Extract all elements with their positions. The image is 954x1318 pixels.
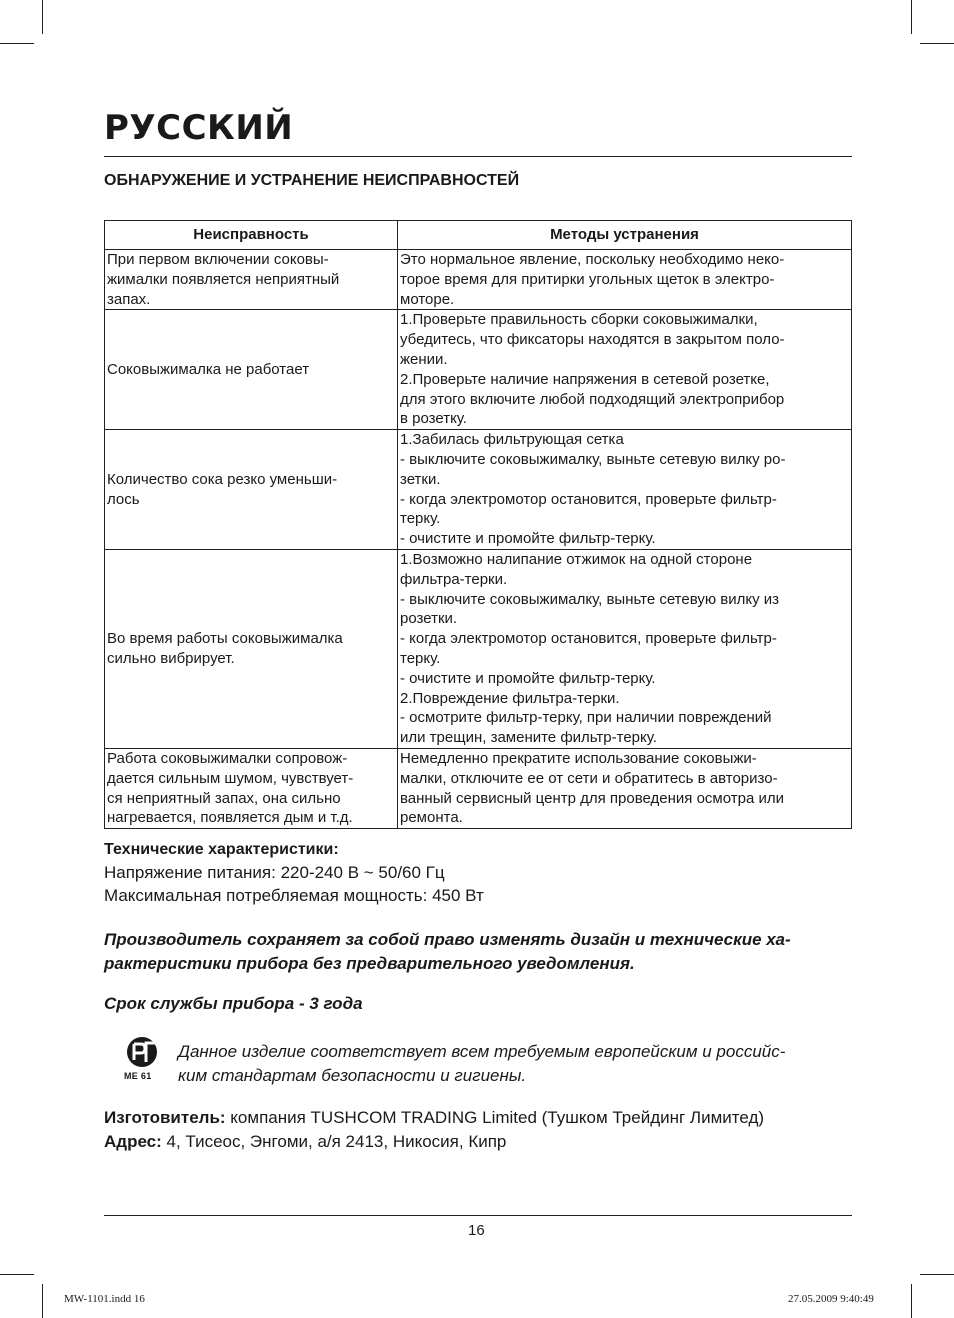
- crop-mark: [920, 43, 954, 44]
- solution-cell: [398, 748, 852, 828]
- problem-cell-line: Работа соковыжималки сопровож-: [107, 749, 348, 767]
- problem-cell-line: жималки появляется неприятный: [107, 270, 340, 288]
- solution-cell-line: - когда электромотор остановится, проверьте фильтр-: [400, 490, 777, 508]
- solution-cell-line: для этого включите любой подходящий электроприбор: [400, 390, 785, 408]
- problem-cell-line: нагревается, появляется дым и т.д.: [107, 809, 353, 827]
- table-row: [105, 549, 852, 748]
- certification-line: Данное изделие соответствует всем требуемым европейским и российс-: [178, 1042, 786, 1061]
- crop-mark: [42, 1284, 43, 1318]
- solution-cell: [398, 549, 852, 748]
- solution-cell-line: малки, отключите ее от сети и обратитесь в авторизо-: [400, 769, 778, 787]
- solution-cell-line: - выключите соковыжималку, выньте сетевую вилку из: [400, 590, 780, 608]
- solution-cell: [398, 310, 852, 430]
- solution-cell-line: торое время для притирки угольных щеток в электро-: [400, 270, 775, 288]
- troubleshooting-table: [104, 220, 852, 829]
- solution-cell-line: моторе.: [400, 290, 455, 308]
- solution-cell-line: терку.: [400, 649, 441, 667]
- specs-voltage: Напряжение питания: 220-240 В ~ 50/60 Гц: [104, 863, 445, 882]
- table-header-row: [105, 221, 852, 250]
- notice-line: Производитель сохраняет за собой право изменять дизайн и технические ха-: [104, 930, 791, 949]
- address-value: 4, Тисеос, Энгоми, а/я 2413, Никосия, Кипр: [161, 1132, 507, 1151]
- problem-cell-line: ся неприятный запах, она сильно: [107, 789, 341, 807]
- title-rule: [104, 156, 852, 157]
- solution-cell-line: фильтра-терки.: [400, 570, 508, 588]
- address-label: Адрес:: [104, 1132, 162, 1151]
- problem-cell-line: Соковыжималка не работает: [107, 360, 310, 378]
- solution-cell-line: - осмотрите фильтр-терку, при наличии повреждений: [400, 709, 772, 727]
- solution-cell-line: - очистите и промойте фильтр-терку.: [400, 669, 656, 687]
- problem-cell: [105, 250, 398, 310]
- manufacturer-value: компания TUSHCOM TRADING Limited (Тушком Трейдинг Лимитед): [225, 1108, 765, 1127]
- solution-cell-line: Это нормальное явление, поскольку необходимо неко-: [400, 251, 785, 268]
- section-title: ОБНАРУЖЕНИЕ И УСТРАНЕНИЕ НЕИСПРАВНОСТЕЙ: [104, 172, 520, 189]
- problem-cell: [105, 549, 398, 748]
- solution-cell-line: 1.Возможно налипание отжимок на одной стороне: [400, 550, 753, 568]
- problem-cell-line: Во время работы соковыжималка: [107, 630, 343, 648]
- table-row: [105, 310, 852, 430]
- solution-cell-line: жении.: [400, 350, 448, 368]
- solution-cell-line: ванный сервисный центр для проведения осмотра или: [400, 789, 784, 807]
- problem-cell-line: Количество сока резко уменьши-: [107, 470, 338, 488]
- footer-rule: [104, 1215, 852, 1216]
- problem-cell-line: лось: [107, 490, 140, 508]
- manufacturer-label: Изготовитель:: [104, 1108, 226, 1127]
- manufacturer-info: [104, 1106, 764, 1154]
- specs-power: Максимальная потребляемая мощность: 450 Вт: [104, 886, 484, 905]
- solution-cell-line: терку.: [400, 510, 441, 528]
- table-row: [105, 430, 852, 550]
- certification-code: ME 61: [124, 1071, 152, 1081]
- page-number: 16: [468, 1222, 485, 1239]
- solution-cell-line: 2.Проверьте наличие напряжения в сетевой розетке,: [400, 370, 770, 388]
- solution-cell-line: 2.Повреждение фильтра-терки.: [400, 689, 620, 707]
- technical-specs: [104, 838, 484, 907]
- slug-date-info: 27.05.2009 9:40:49: [788, 1293, 874, 1305]
- specs-heading: Технические характеристики:: [104, 841, 339, 858]
- solution-cell-line: розетки.: [400, 610, 458, 628]
- solution-cell-line: ремонта.: [400, 809, 463, 827]
- certification-line: ким стандартам безопасности и гигиены.: [178, 1066, 527, 1085]
- crop-mark: [911, 1284, 912, 1318]
- solution-cell-line: или трещин, замените фильтр-терку.: [400, 729, 657, 747]
- solution-cell-line: убедитесь, что фиксаторы находятся в закрытом поло-: [400, 331, 785, 349]
- problem-cell-line: дается сильным шумом, чувствует-: [107, 769, 354, 787]
- solution-cell: [398, 250, 852, 310]
- crop-mark: [0, 1274, 34, 1275]
- solution-cell-line: зетки.: [400, 470, 441, 488]
- solution-cell-line: - очистите и промойте фильтр-терку.: [400, 530, 656, 548]
- solution-cell: [398, 430, 852, 550]
- table-row: [105, 748, 852, 828]
- slug-file-info: MW-1101.indd 16: [64, 1293, 145, 1305]
- problem-cell-line: сильно вибрирует.: [107, 649, 235, 667]
- crop-mark: [911, 0, 912, 34]
- table-row: [105, 250, 852, 310]
- notice-line: рактеристики прибора без предварительного уведомления.: [104, 954, 635, 973]
- problem-cell-line: запах.: [107, 290, 151, 308]
- solution-cell-line: - выключите соковыжималку, выньте сетевую вилку ро-: [400, 450, 786, 468]
- solution-cell-line: в розетку.: [400, 410, 467, 428]
- address-line: [104, 1130, 764, 1154]
- crop-mark: [0, 43, 34, 44]
- problem-cell-line: При первом включении соковы-: [107, 251, 329, 268]
- crop-mark: [42, 0, 43, 34]
- solution-cell-line: Немедленно прекратите использование соковыжи-: [400, 749, 757, 767]
- solution-cell-line: - когда электромотор остановится, проверьте фильтр-: [400, 630, 777, 648]
- column-header-solution: Методы устранения: [398, 221, 852, 250]
- manufacturer-line: [104, 1106, 764, 1130]
- language-title: РУССКИЙ: [104, 108, 294, 148]
- column-header-problem: Неисправность: [105, 221, 398, 250]
- solution-cell-line: 1.Забилась фильтрующая сетка: [400, 431, 624, 449]
- problem-cell: [105, 748, 398, 828]
- solution-cell-line: 1.Проверьте правильность сборки соковыжималки,: [400, 311, 758, 329]
- service-life: Срок службы прибора - 3 года: [104, 994, 363, 1013]
- design-change-notice: [104, 928, 854, 976]
- problem-cell: [105, 430, 398, 550]
- crop-mark: [920, 1274, 954, 1275]
- certification-text: [178, 1040, 854, 1088]
- table-body: [105, 250, 852, 829]
- problem-cell: [105, 310, 398, 430]
